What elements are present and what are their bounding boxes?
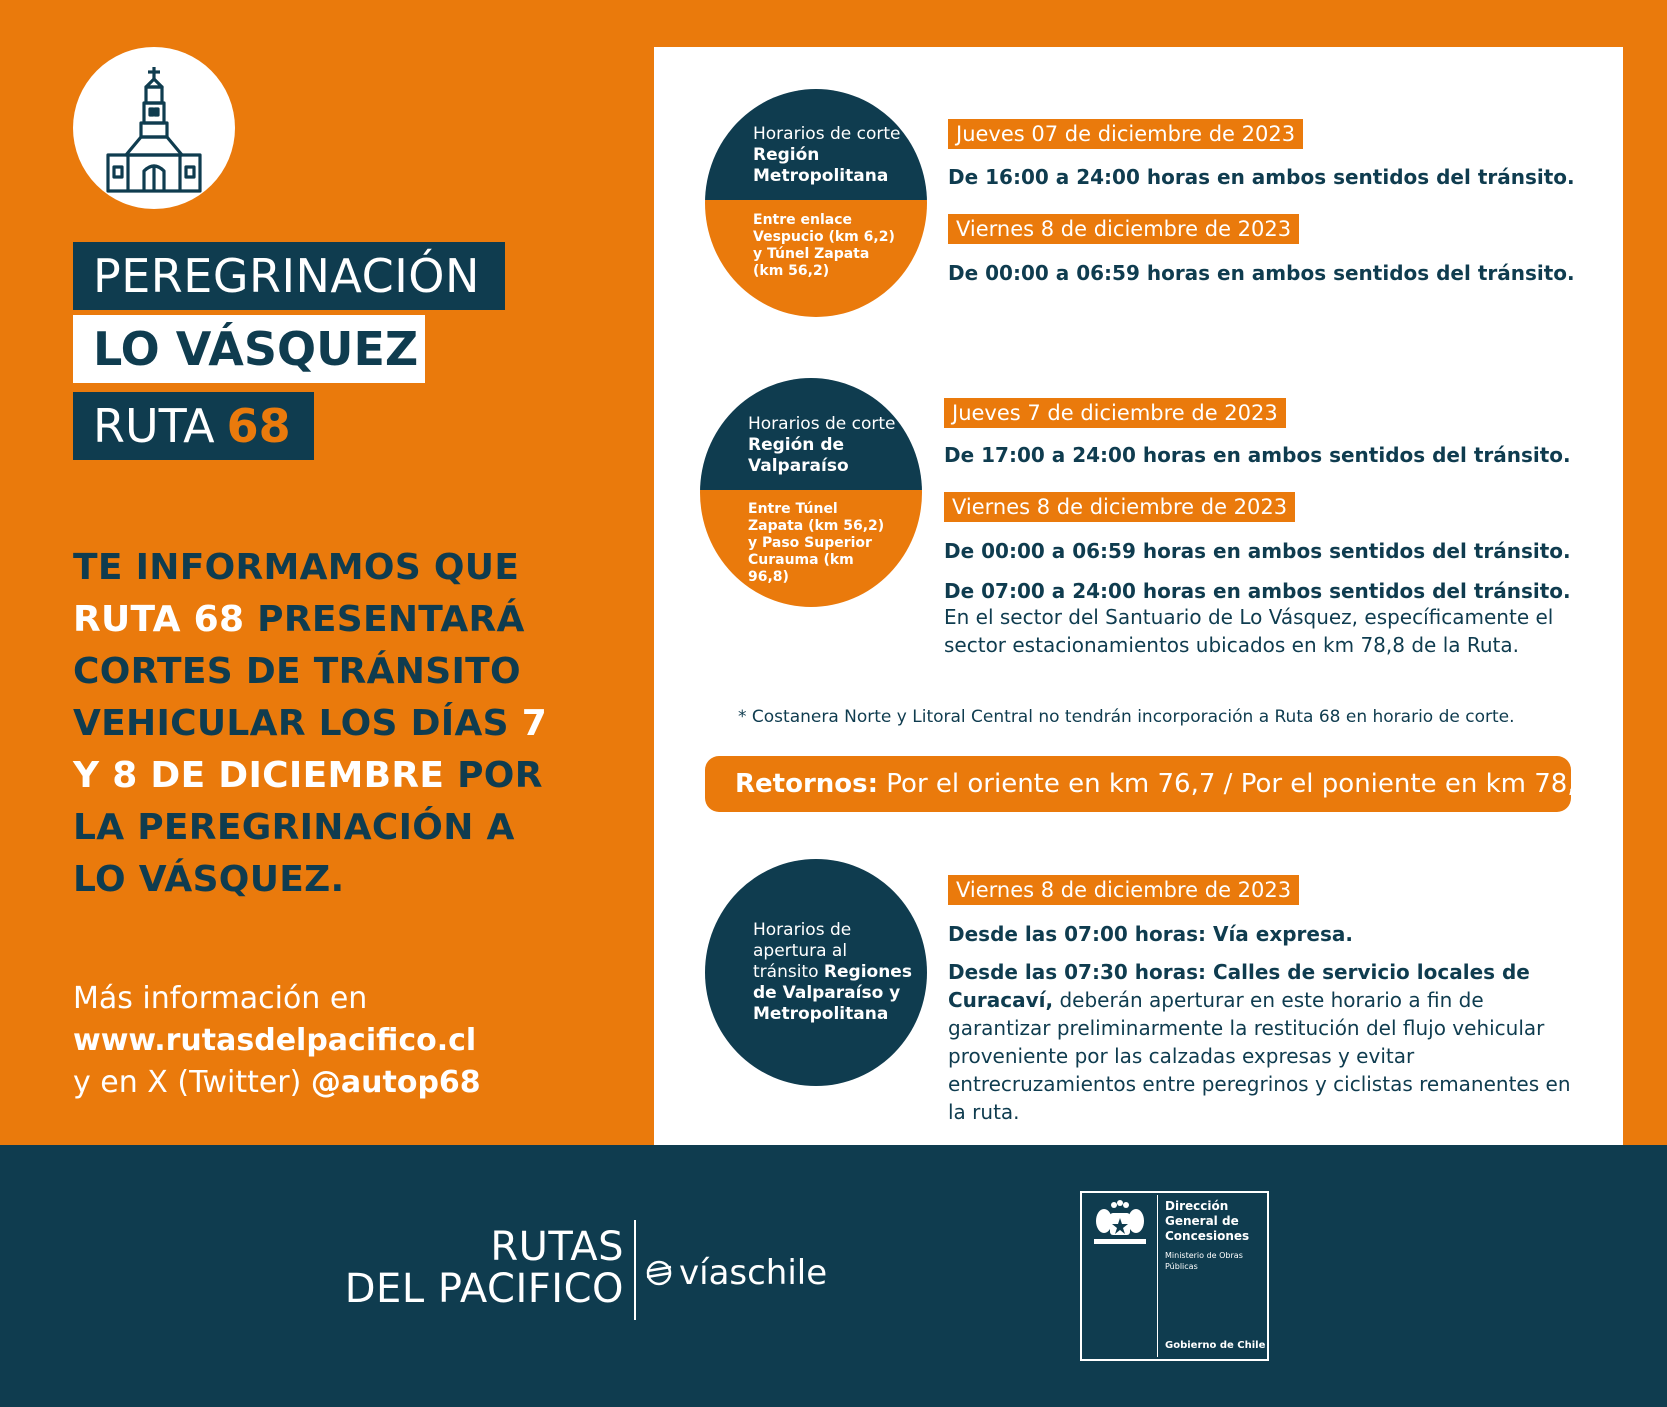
valparaiso-date2: Viernes 8 de diciembre de 2023 [944,492,1295,522]
rutas-del-pacifico-logo [338,1226,624,1310]
gov-logo-divider [1157,1195,1158,1357]
intro-part3: PRESENTARÁ CORTES DE TRÁNSITO VEHICULAR LOS DÍAS [73,599,525,744]
title-ruta-number: 68 [226,399,291,453]
title-lo-vasquez: LO VÁSQUEZ [73,315,425,383]
title-ruta [73,392,314,460]
valparaiso-circle-bold: Región de Valparaíso [748,435,849,476]
title-peregrinacion: PEREGRINACIÓN [73,242,505,310]
metropolitana-schedule2: De 00:00 a 06:59 horas en ambos sentidos del tránsito. [948,261,1575,285]
metropolitana-circle-section: Entre enlace Vespucio (km 6,2) y Túnel Zapata (km 56,2) [753,212,895,279]
metropolitana-date2: Viernes 8 de diciembre de 2023 [948,214,1299,244]
metropolitana-circle-prefix: Horarios de corte [753,124,901,144]
valparaiso-schedule3: De 07:00 a 24:00 horas en ambos sentidos del tránsito. [944,579,1571,603]
apertura-line1: Desde las 07:00 horas: Vía expresa. [948,922,1353,946]
intro-part4: 7 Y 8 DE DICIEMBRE [73,703,548,796]
chile-coat-of-arms-icon [1090,1199,1150,1247]
viaschile-text: víaschile [679,1253,828,1293]
brand-line1: RUTAS [490,1224,624,1270]
metropolitana-date1: Jueves 07 de diciembre de 2023 [948,119,1303,149]
retornos-banner [705,756,1593,812]
brand-line2: DEL PACIFICO [344,1266,624,1312]
gov-title: Dirección General de Concesiones [1165,1199,1250,1243]
church-icon [106,63,202,193]
viaschile-logo [645,1253,827,1293]
apertura-line2-bold: Desde las 07:30 horas: Calles de servicio locales de Curacaví, [948,960,1530,1012]
apertura-line2-rest: deberán aperturar en este horario a fin de garantizar preliminarmente la restitución del flujo vehicular proveniente por las calzadas expresas y evitar entrecruzamientos entre peregrinos y ciclistas remanentes en la ruta. [948,988,1571,1124]
more-info [73,978,613,1104]
gov-ministry: Ministerio de Obras Públicas [1165,1251,1243,1271]
footnote: * Costanera Norte y Litoral Central no tendrán incorporación a Ruta 68 en horario de corte. [738,707,1515,727]
church-icon-circle [73,47,235,209]
valparaiso-schedule1: De 17:00 a 24:00 horas en ambos sentidos del tránsito. [944,443,1571,467]
footer [0,1145,1667,1407]
valparaiso-circle [700,378,922,607]
more-info-line3: y en X (Twitter) [73,1065,302,1100]
apertura-circle-bold: Regiones de Valparaíso y Metropolitana [753,962,912,1024]
gov-bottom: Gobierno de Chile [1165,1340,1266,1351]
retornos-label: Retornos: [735,769,879,799]
more-info-line1: Más información en [73,981,368,1016]
intro-text [73,542,573,906]
apertura-circle [705,859,927,1086]
apertura-line2 [948,958,1588,1126]
valparaiso-circle-section: Entre Túnel Zapata (km 56,2) y Paso Superior Curauma (km 96,8) [748,501,885,585]
valparaiso-schedule2: De 00:00 a 06:59 horas en ambos sentidos del tránsito. [944,539,1571,563]
website-link[interactable]: www.rutasdelpacifico.cl [73,1023,477,1058]
title-ruta-text: RUTA [93,399,215,453]
apertura-circle-prefix: Horarios de apertura al tránsito [753,920,852,982]
valparaiso-date1: Jueves 7 de diciembre de 2023 [944,398,1286,428]
metropolitana-circle-bold: Región Metropolitana [753,145,889,186]
twitter-handle[interactable]: @autop68 [310,1065,481,1100]
brand-divider [634,1220,636,1320]
intro-part5: POR LA PEREGRINACIÓN A LO VÁSQUEZ. [73,755,543,900]
viaschile-icon [645,1259,673,1287]
intro-part2: RUTA 68 [73,599,245,640]
valparaiso-circle-prefix: Horarios de corte [748,414,896,434]
intro-part1: TE INFORMAMOS QUE [73,547,520,588]
metropolitana-circle [705,89,927,317]
valparaiso-schedule3-detail: En el sector del Santuario de Lo Vásquez, específicamente el sector estacionamientos ubicados en km 78,8 de la Ruta. [944,605,1554,657]
metropolitana-schedule1: De 16:00 a 24:00 horas en ambos sentidos del tránsito. [948,165,1575,189]
retornos-text: Por el oriente en km 76,7 / Por el poniente en km 78,8 [886,769,1593,799]
apertura-date: Viernes 8 de diciembre de 2023 [948,875,1299,905]
